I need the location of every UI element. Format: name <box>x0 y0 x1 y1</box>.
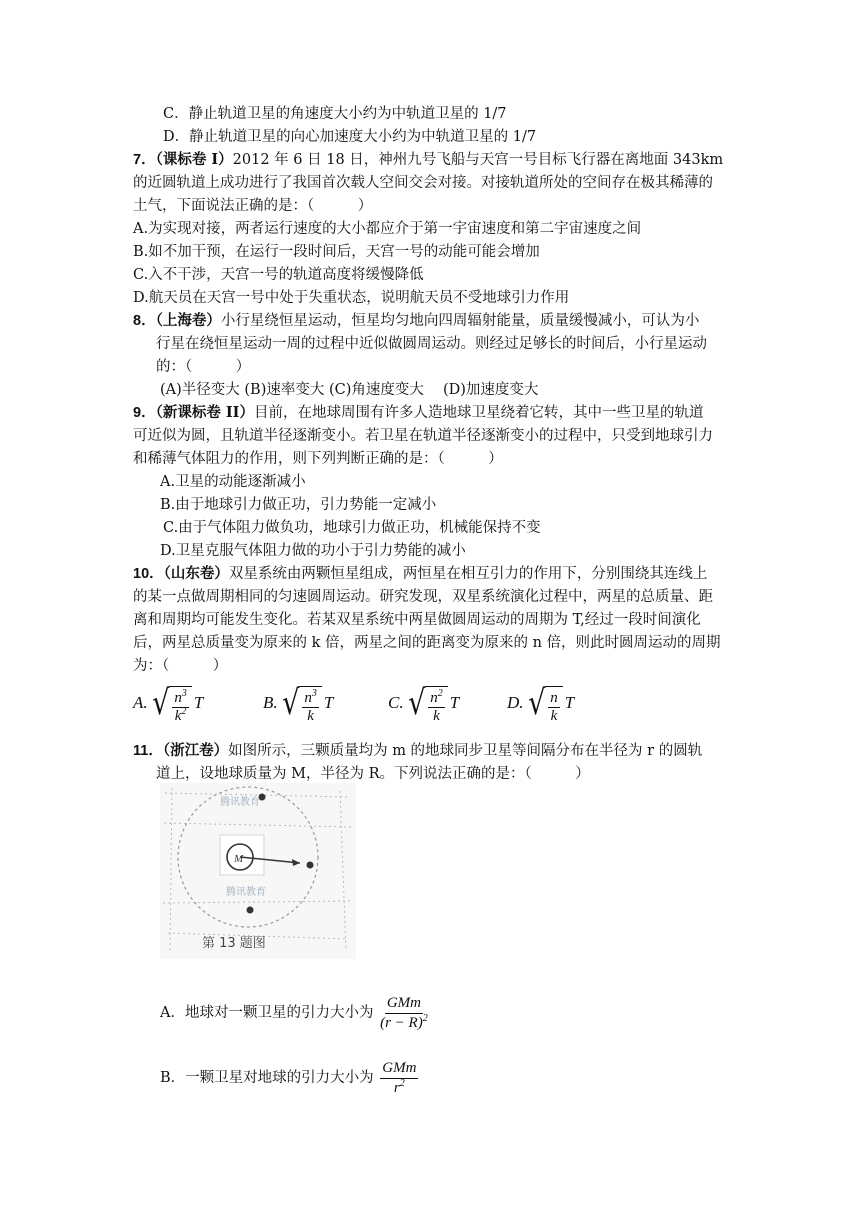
line-text: 2012 年 6 日 18 日，神州九号飞船与天宫一号目标飞行器在离地面 343km <box>232 152 724 168</box>
line-text: C.入不干涉，天宫一号的轨道高度将缓慢降低 <box>133 267 424 283</box>
text-line-q11b <box>156 763 590 785</box>
line-text: D.卫星克服气体阻力做的功小于引力势能的减小 <box>160 543 466 559</box>
text-line-c6 <box>163 103 507 125</box>
text-line-q10b <box>133 586 713 608</box>
gravity-fraction: $\frac{\text{GMm}}{r^2}$ <box>382 1059 417 1096</box>
question-source: （浙江卷） <box>162 742 229 759</box>
q11-option-a: A．地球对一颗卫星的引力大小为 $\frac{\text{GMm}}{(r - R)^2}$ <box>160 994 428 1031</box>
option-letter: B. <box>263 693 278 712</box>
period-symbol: T <box>564 693 575 712</box>
text-line-q7a <box>133 149 723 171</box>
question-source: （山东卷） <box>163 565 229 582</box>
text-line-q9c <box>133 448 503 470</box>
gravity-fraction: $\frac{\text{GMm}}{(r - R)^2}$ <box>380 994 428 1031</box>
figure-caption: 第 13 题图 <box>202 936 266 951</box>
q10-option-a <box>133 676 203 730</box>
option-letter: A. <box>133 693 148 712</box>
q10-option-b <box>263 676 333 730</box>
text-line-q9C <box>163 517 541 539</box>
option-letter: C. <box>388 693 404 712</box>
q10-option-d <box>507 676 574 730</box>
text-line-q9b <box>133 425 713 447</box>
line-text: 土气，下面说法正确的是：（ ） <box>133 198 373 214</box>
question-source: （上海卷） <box>155 312 221 329</box>
text-line-q9A <box>160 471 306 493</box>
text-line-q8o <box>160 379 538 401</box>
line-text: 和稀薄气体阻力的作用，则下列判断正确的是：（ ） <box>133 451 503 467</box>
text-line-q10c <box>133 609 701 631</box>
line-text: 后，两星总质量变为原来的 k 倍，两星之间的距离变为原来的 n 倍，则此时圆周运动的周期 <box>133 635 721 651</box>
figure-watermark: 腾讯教育 <box>226 887 266 898</box>
line-text: B.如不加干预，在运行一段时间后，天宫一号的动能可能会增加 <box>133 244 540 260</box>
text-line-q9D <box>160 540 466 562</box>
line-text: 小行星绕恒星运动，恒星均匀地向四周辐射能量，质量缓慢减小，可认为小 <box>220 313 700 329</box>
line-text: D．静止轨道卫星的向心加速度大小约为中轨道卫星的 1/7 <box>163 129 537 145</box>
period-symbol: T <box>449 693 460 712</box>
line-text: A.卫星的动能逐渐减小 <box>160 474 306 490</box>
line-text: 双星系统由两颗恒星组成，两恒星在相互引力的作用下，分别围绕其连线上 <box>228 566 708 582</box>
q11-option-b: B．一颗卫星对地球的引力大小为 $\frac{\text{GMm}}{r^2}$ <box>160 1059 417 1096</box>
line-text: 为：（ ） <box>133 658 228 674</box>
option-letter: D. <box>507 693 524 712</box>
line-text: 如图所示，三颗质量均为 m 的地球同步卫星等间隔分布在半径为 r 的圆轨 <box>228 743 703 759</box>
sqrt-expression: √ $\frac{n}{k}$ <box>526 680 563 726</box>
sqrt-expression: √ $\frac{n^3}{k^2}$ <box>150 680 192 726</box>
sqrt-expression: √ $\frac{n^3}{k}$ <box>280 680 322 726</box>
question-number: 7． <box>133 152 156 168</box>
line-text: B.由于地球引力做正功，引力势能一定减小 <box>160 497 437 513</box>
text-line-q7C <box>133 264 424 286</box>
line-text: 离和周期均可能发生变化。若某双星系统中两星做圆周运动的周期为 T,经过一段时间演化 <box>133 612 701 628</box>
text-line-q7b <box>133 172 713 194</box>
line-text: 可近似为圆，且轨道半径逐渐变小。若卫星在轨道半径逐渐变小的过程中，只受到地球引力 <box>133 428 713 444</box>
text-line-q10a <box>133 563 707 585</box>
line-text: 行星在绕恒星运动一周的过程中近似做圆周运动。则经过足够长的时间后，小行星运动 <box>156 336 707 352</box>
question-source: （课标卷 I） <box>155 151 233 168</box>
line-text: C.由于气体阻力做负功，地球引力做正功，机械能保持不变 <box>163 520 541 536</box>
question-number: 10． <box>133 566 164 582</box>
text-line-q8a <box>133 310 699 332</box>
text-line-q7D <box>133 287 569 309</box>
sqrt-expression: √ $\frac{n^2}{k}$ <box>406 680 448 726</box>
question-number: 9． <box>133 405 156 421</box>
text-line-q9a <box>133 402 703 424</box>
text-line-q11a <box>133 740 702 762</box>
satellite-orbit-figure <box>160 783 356 959</box>
line-text: 目前，在地球周围有许多人造地球卫星绕着它转，其中一些卫星的轨道 <box>253 405 704 421</box>
text-line-q8c <box>156 356 250 378</box>
text-line-q10d <box>133 632 721 654</box>
text-line-d6 <box>163 126 536 148</box>
line-text: C．静止轨道卫星的角速度大小约为中轨道卫星的 1/7 <box>163 106 507 122</box>
question-source: （新课标卷 II） <box>155 404 254 421</box>
line-text: A.为实现对接，两者运行速度的大小都应介于第一宇宙速度和第二宇宙速度之间 <box>133 221 642 237</box>
line-text: D.航天员在天宫一号中处于失重状态，说明航天员不受地球引力作用 <box>133 290 570 306</box>
svg-text:M: M <box>234 853 244 865</box>
text-line-q10e <box>133 655 227 677</box>
text-line-q7A <box>133 218 641 240</box>
question-number: 11． <box>133 743 163 759</box>
q10-option-c <box>388 676 459 730</box>
text-line-q7c <box>133 195 372 217</box>
text-line-q7B <box>133 241 540 263</box>
line-text: 的近圆轨道上成功进行了我国首次载人空间交会对接。对接轨道所处的空间存在极其稀薄的 <box>133 175 713 191</box>
line-text: 道上，设地球质量为 M，半径为 R。下列说法正确的是：（ ） <box>156 766 590 782</box>
line-text: 的：（ ） <box>156 359 251 375</box>
period-symbol: T <box>193 693 204 712</box>
line-text: 的某一点做周期相同的匀速圆周运动。研究发现，双星系统演化过程中，两星的总质量、距 <box>133 589 713 605</box>
question-number: 8． <box>133 313 156 329</box>
line-text: (A)半径变大 (B)速率变大 (C)角速度变大 (D)加速度变大 <box>160 382 539 398</box>
period-symbol: T <box>323 693 334 712</box>
text-line-q8b <box>156 333 707 355</box>
figure-watermark: 腾讯教育 <box>220 797 260 808</box>
text-line-q9B <box>160 494 436 516</box>
orbit-diagram-image <box>160 783 356 959</box>
